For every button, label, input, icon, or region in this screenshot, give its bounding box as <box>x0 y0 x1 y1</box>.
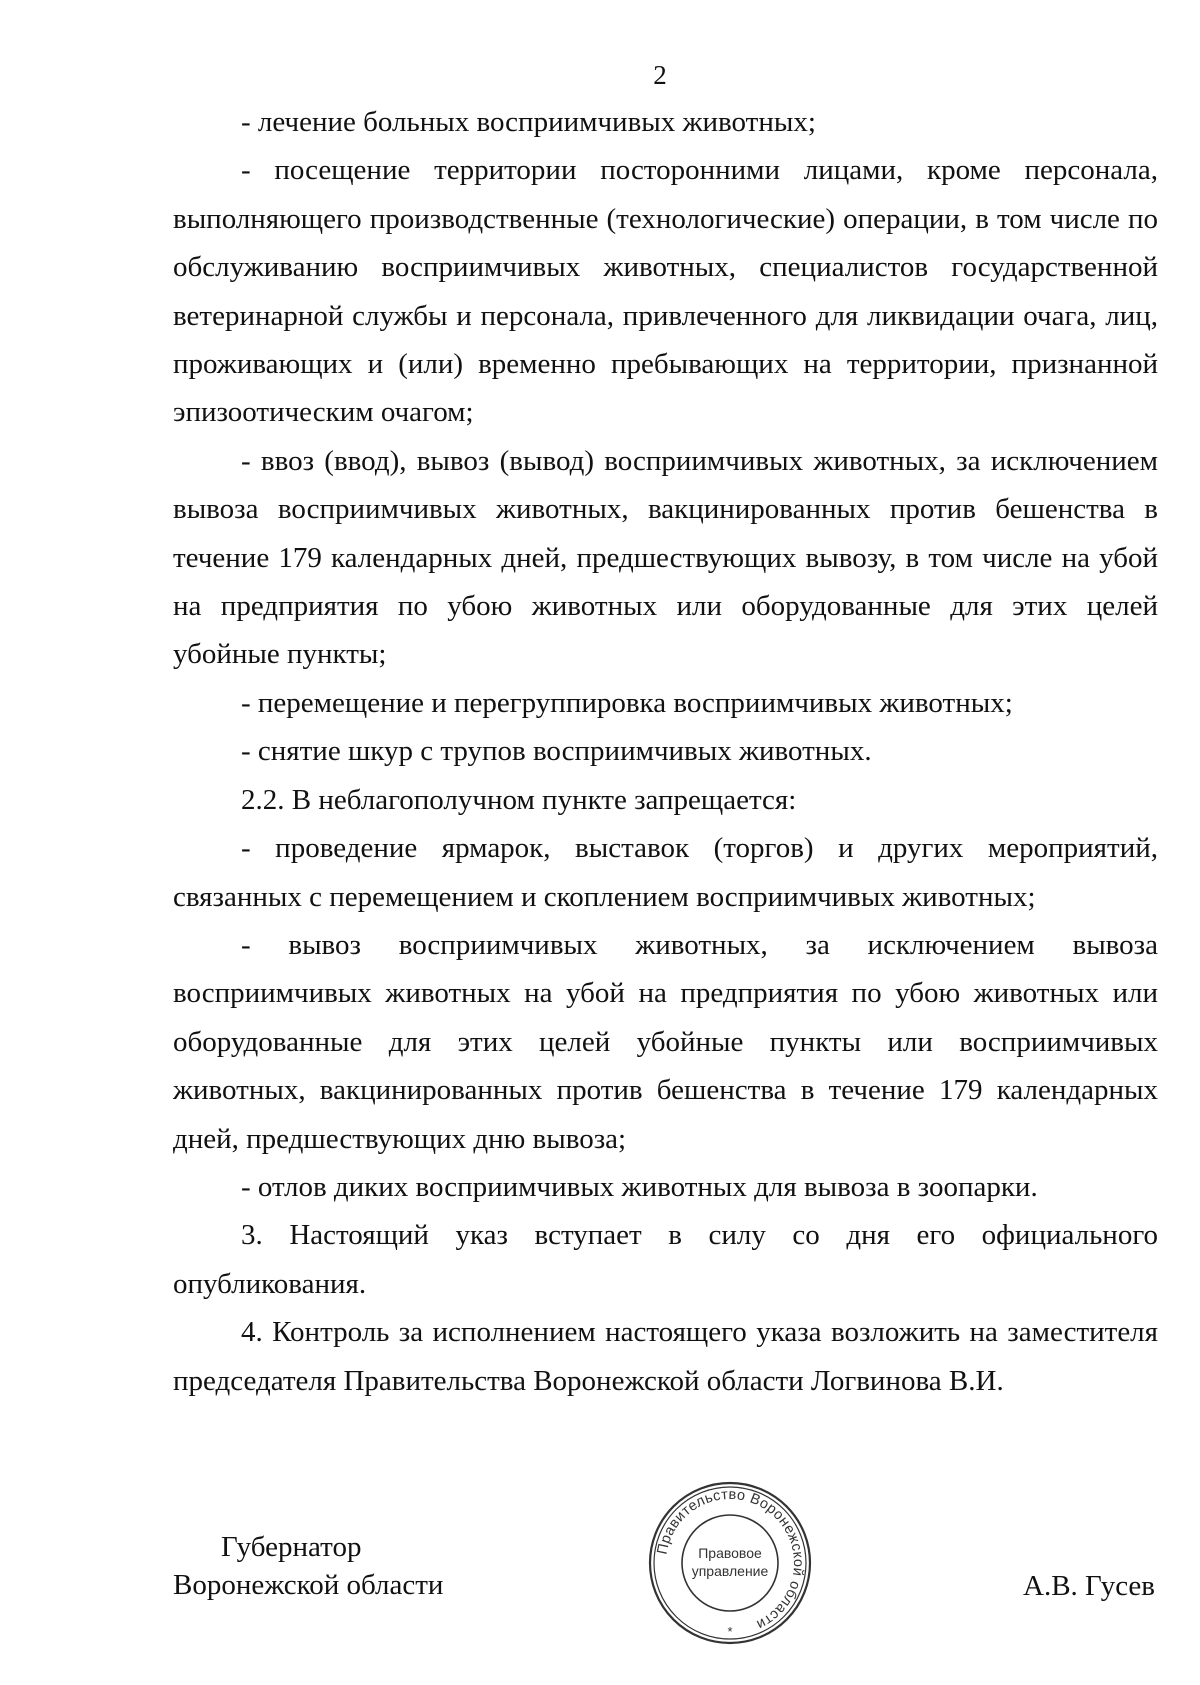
paragraph: - ввоз (ввод), вывоз (вывод) восприимчивых животных, за исключением вывоза восприимчивых животных, вакцинированных против бешенства в течение 179 календарных дней, предшествующих вывозу, в том числе на убой на предприятия по убою животных или оборудованные для этих целей убойные пункты; <box>173 444 1158 671</box>
signatory-name: А.В. Гусев <box>1023 1570 1155 1602</box>
paragraph: 3. Настоящий указ вступает в силу со дня его официального опубликования. <box>173 1219 1158 1300</box>
paragraph: 2.2. В неблагополучном пункте запрещается: <box>241 783 797 816</box>
signatory-position <box>173 1528 443 1604</box>
document-body <box>173 98 1158 1405</box>
paragraph: - посещение территории посторонними лицами, кроме персонала, выполняющего производственные (технологические) операции, в том числе по обслуживанию восприимчивых животных, специалистов государственной ветеринарной службы и персонала, привлеченного для ликвидации очага, лиц, проживающих и (или) временно пребывающих на территории, признанной эпизоотическим очагом; <box>173 154 1158 429</box>
paragraph: - снятие шкур с трупов восприимчивых животных. <box>241 735 872 768</box>
page-number: 2 <box>653 60 667 90</box>
paragraph: - вывоз восприимчивых животных, за исключением вывоза восприимчивых животных на убой на предприятия по убою животных или оборудованные для этих целей убойные пункты или восприимчивых животных, вакцинированных против бешенства в течение 179 календарных дней, предшествующих дню вывоза; <box>173 928 1158 1155</box>
paragraph: - перемещение и перегруппировка восприимчивых животных; <box>241 686 1013 719</box>
position-line-1: Губернатор <box>221 1531 362 1563</box>
paragraph: - лечение больных восприимчивых животных; <box>241 106 816 138</box>
stamp-seal-image <box>645 1478 815 1648</box>
stamp-star-icon: * <box>727 1624 733 1639</box>
paragraph: - отлов диких восприимчивых животных для вывоза в зоопарки. <box>241 1170 1038 1203</box>
stamp-outer-text: Правительство Воронежской области <box>654 1486 807 1633</box>
official-stamp <box>645 1478 815 1648</box>
position-line-2: Воронежской области <box>173 1569 444 1601</box>
stamp-inner-line-2: управление <box>691 1563 769 1579</box>
paragraph: - проведение ярмарок, выставок (торгов) и других мероприятий, связанных с перемещением и скоплением восприимчивых животных; <box>173 832 1158 913</box>
paragraph: 4. Контроль за исполнением настоящего указа возложить на заместителя председателя Правительства Воронежской области Логвинова В.И. <box>173 1316 1158 1397</box>
stamp-inner-line-1: Правовое <box>698 1545 762 1561</box>
